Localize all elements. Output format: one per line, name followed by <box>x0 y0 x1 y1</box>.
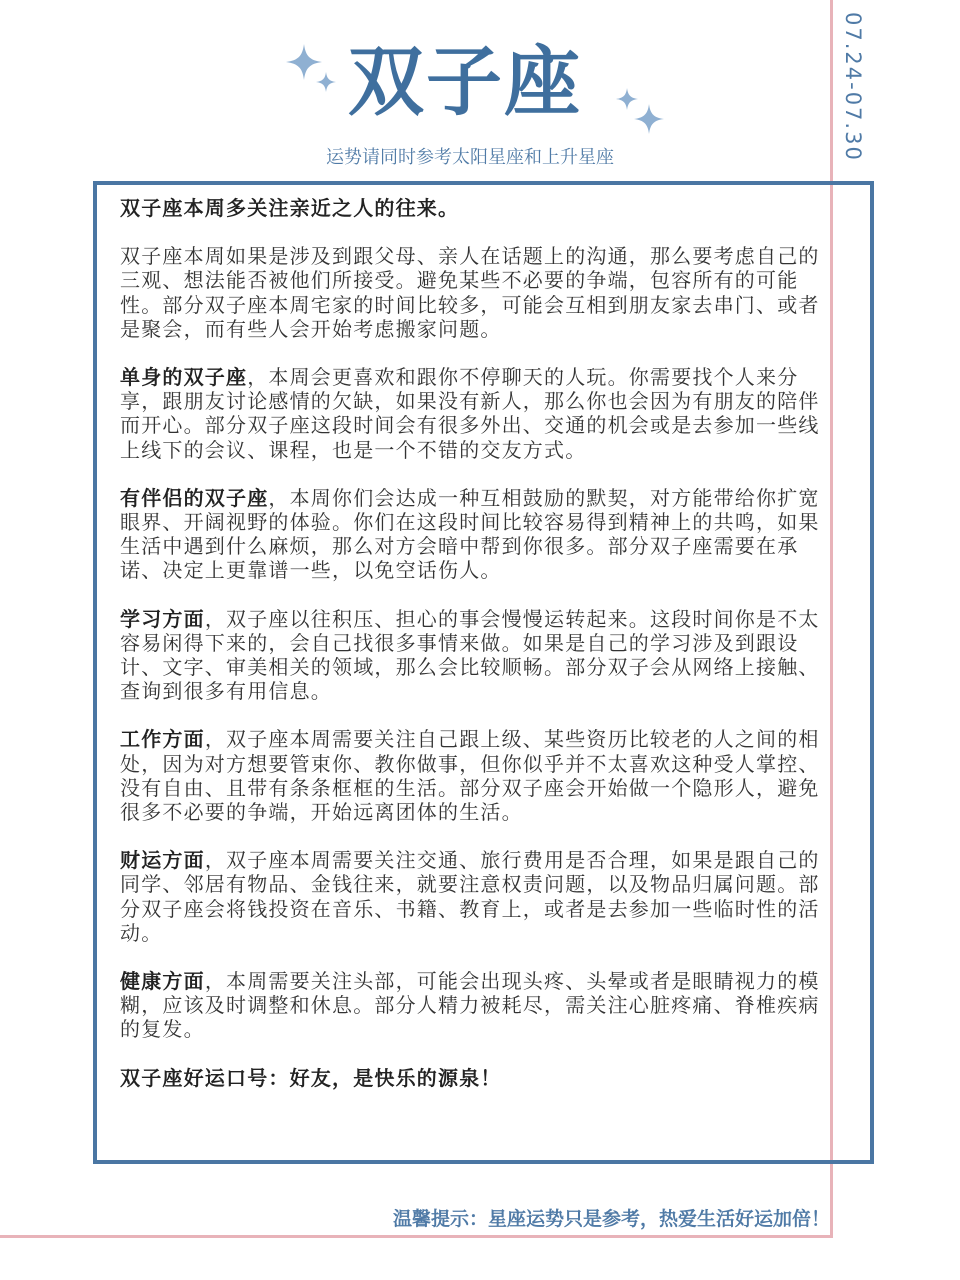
pink-frame-horizontal-line <box>0 1235 833 1238</box>
section-study: 学习方面，双子座以往积压、担心的事会慢慢运转起来。这段时间你是不太容易闲得下来的，会自己找很多事情来做。如果是自己的学习涉及到跟设计、文字、审美相关的领域，那么会比较顺畅。部分双子会从网络上接触、查询到很多有用信息。 <box>120 606 820 704</box>
section-partner: 有伴侣的双子座，本周你们会达成一种互相鼓励的默契，对方能带给你扩宽眼界、开阔视野的体验。你们在这段时间比较容易得到精神上的共鸣，如果生活中遇到什么麻烦，那么对方会暗中帮到你很多。部分双子座需要在承诺、决定上更靠谱一些，以免空话伤人。 <box>120 485 820 583</box>
section-label: 健康方面 <box>120 969 205 994</box>
section-work: 工作方面，双子座本周需要关注自己跟上级、某些资历比较老的人之间的相处，因为对方想要管束你、教你做事，但你似乎并不太喜欢这种受人掌控、没有自由、且带有条条框框的生活。部分双子座会开始做一个隐形人，避免很多不必要的争端，开始远离团体的生活。 <box>120 727 820 825</box>
section-wealth: 财运方面，双子座本周需要关注交通、旅行费用是否合理，如果是跟自己的同学、邻居有物品、金钱往来，就要注意权责问题，以及物品归属问题。部分双子座会将钱投资在音乐、书籍、教育上，或者是去参加一些临时性的活动。 <box>120 848 820 945</box>
section-single: 单身的双子座，本周会更喜欢和跟你不停聊天的人玩。你需要找个人来分享，跟朋友讨论感情的欠缺，如果没有新人，那么你也会因为有朋友的陪伴而开心。部分双子座这段时间会有很多外出、交通的机会或是去参加一些线上线下的会议、课程，也是一个不错的交友方式。 <box>120 365 820 462</box>
intro-heading: 双子座本周多关注亲近之人的往来。 <box>120 196 460 220</box>
intro-paragraph: 双子座本周如果是涉及到跟父母、亲人在话题上的沟通，那么要考虑自己的三观、想法能否被他们所接受。避免某些不必要的争端，包容所有的可能性。部分双子座本周宅家的时间比较多，可能会互相到朋友家去串门、或者是聚会，而有些人会开始考虑搬家问题。 <box>120 244 820 341</box>
lucky-slogan: 双子座好运口号：好友，是快乐的源泉！ <box>120 1065 502 1090</box>
section-label: 单身的双子座 <box>120 365 248 390</box>
footer-tip: 温馨提示：星座运势只是参考，热爱生活好运加倍！ <box>392 1208 830 1230</box>
date-range: 07.24-07.30 <box>841 12 865 162</box>
section-label: 工作方面 <box>120 727 205 752</box>
section-label: 学习方面 <box>120 606 205 631</box>
sparkle-large-right-icon <box>634 104 664 134</box>
horoscope-content <box>120 196 820 1114</box>
page-title: 双子座 <box>348 37 582 126</box>
section-label: 有伴侣的双子座 <box>120 485 269 510</box>
section-label: 财运方面 <box>120 848 205 873</box>
section-health: 健康方面，本周需要关注头部，可能会出现头疼、头晕或者是眼睛视力的模糊，应该及时调整和休息。部分人精力被耗尽，需关注心脏疼痛、脊椎疾病的复发。 <box>120 969 820 1042</box>
subtitle: 运势请同时参考太阳星座和上升星座 <box>326 147 614 168</box>
